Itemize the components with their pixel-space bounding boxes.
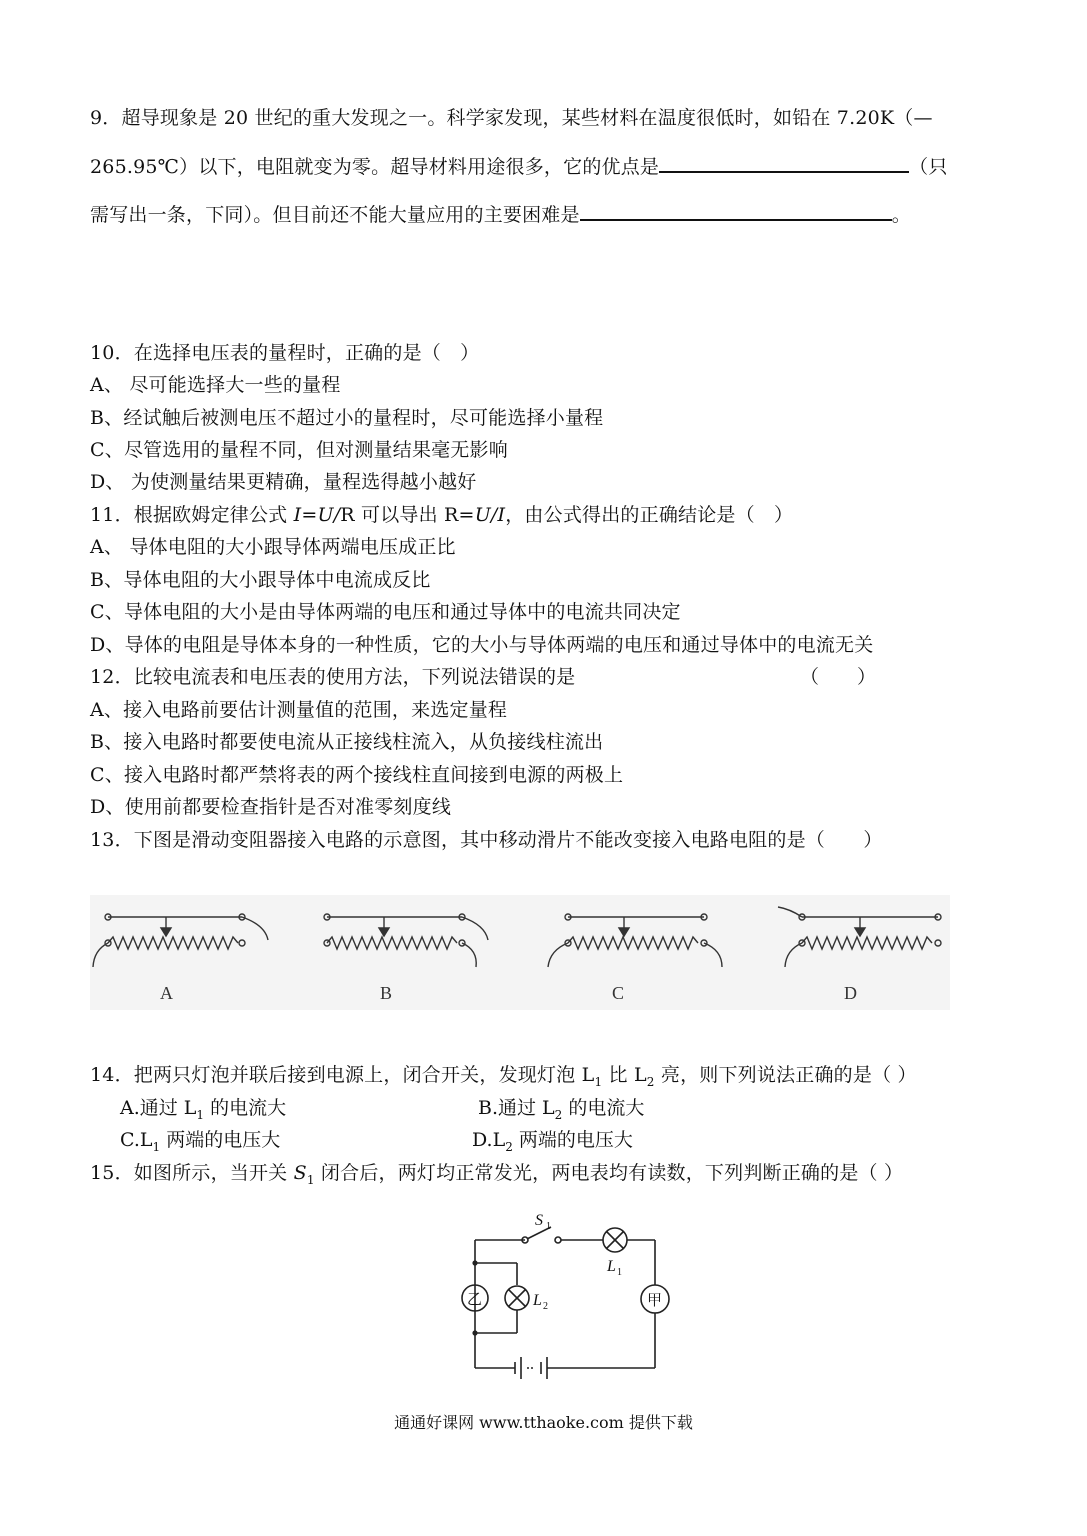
q11-stem-text-1: 11．根据欧姆定律公式	[90, 504, 294, 526]
q14-option-b-text: B.通过 L	[478, 1097, 555, 1119]
q14-stem	[90, 1060, 917, 1089]
q14-option-c-text: C.L	[120, 1129, 153, 1151]
q14-option-d-text: D.L	[472, 1129, 506, 1151]
q10-option-a: A、 尽可能选择大一些的量程	[90, 374, 341, 396]
q13-stem: 13．下图是滑动变阻器接入电路的示意图，其中移动滑片不能改变接入电路电阻的是（ ）	[90, 829, 883, 851]
lamp2-label: L	[533, 1292, 542, 1309]
q11-option-c: C、导体电阻的大小是由导体两端的电压和通过导体中的电流共同决定	[90, 601, 681, 623]
q12-option-d: D、使用前都要检查指针是否对准零刻度线	[90, 796, 452, 818]
q14-option-a	[120, 1093, 286, 1122]
q15-stem	[90, 1158, 903, 1187]
q14-option-b	[478, 1093, 644, 1122]
rheostat-label-d: D	[844, 983, 857, 1003]
q11-option-b: B、导体电阻的大小跟导体中电流成反比	[90, 569, 431, 591]
q14-stem-text-3: 亮，则下列说法正确的是（ ）	[654, 1064, 917, 1086]
meter-yi-label: 乙	[467, 1292, 483, 1308]
q15-stem-text-1: 15．如图所示，当开关	[90, 1162, 294, 1184]
q12-bracket: （ ）	[800, 666, 877, 688]
q11-stem-text-3: ，由公式得出的正确结论是（ ）	[505, 504, 794, 526]
q14-option-c	[120, 1125, 280, 1154]
q11-stem-text-2: R 可以导出 R=	[340, 504, 475, 526]
q15-switch-sub: 1	[306, 1172, 315, 1187]
q9-line-2	[90, 152, 948, 179]
q15-switch-symbol: S	[293, 1162, 307, 1184]
switch-label-sub: 1	[546, 1221, 551, 1232]
q9-line-3-end: 。	[891, 204, 911, 226]
lamp2-label-sub: 2	[543, 1301, 548, 1312]
page-footer: 通通好课网 www.tthaoke.com 提供下载	[394, 1413, 693, 1432]
q14-option-b-end: 的电流大	[562, 1097, 645, 1119]
q14-option-d-sub: 2	[505, 1139, 513, 1154]
q11-option-a: A、 导体电阻的大小跟导体两端电压成正比	[90, 536, 456, 558]
q14-stem-text-1: 14．把两只灯泡并联后接到电源上，闭合开关，发现灯泡 L	[90, 1064, 595, 1086]
q10-option-d: D、 为使测量结果更精确，量程选得越小越好	[90, 471, 477, 493]
q9-line-3	[90, 200, 911, 227]
q9-line-2-text: 265.95℃）以下，电阻就变为零。超导材料用途很多，它的优点是	[90, 156, 660, 178]
lamp1-label-sub: 1	[617, 1267, 622, 1278]
q14-option-b-sub: 2	[554, 1107, 563, 1122]
rheostat-label-a: A	[160, 983, 173, 1003]
q10-option-c: C、尽管选用的量程不同，但对测量结果毫无影响	[90, 439, 508, 461]
q9-blank-advantage[interactable]	[659, 170, 909, 173]
q9-line-3-text: 需写出一条，下同）。但目前还不能大量应用的主要困难是	[90, 204, 580, 226]
q11-formula-resistance: U/I	[474, 504, 506, 526]
q10-option-b: B、经试触后被测电压不超过小的量程时，尽可能选择小量程	[90, 407, 604, 429]
q14-sub-1: 1	[594, 1074, 603, 1089]
q14-option-c-end: 两端的电压大	[160, 1129, 281, 1151]
rheostat-label-c: C	[612, 983, 625, 1003]
lamp1-label: L	[607, 1258, 616, 1275]
q15-stem-text-2: 闭合后，两灯均正常发光，两电表均有读数，下列判断正确的是（ ）	[314, 1162, 904, 1184]
q14-option-d	[472, 1125, 633, 1154]
q14-stem-text-2: 比 L	[602, 1064, 647, 1086]
rheostat-figure	[90, 895, 950, 1010]
q12-option-a: A、接入电路前要估计测量值的范围，来选定量程	[90, 699, 508, 721]
rheostat-label-b: B	[380, 983, 393, 1003]
meter-jia-label: 甲	[647, 1293, 663, 1309]
circuit-diagram	[455, 1205, 675, 1380]
q9-line-2-end: （只	[909, 156, 948, 178]
q14-option-a-end: 的电流大	[204, 1097, 287, 1119]
q12-stem: 12．比较电流表和电压表的使用方法，下列说法错误的是	[90, 666, 576, 688]
q14-option-d-end: 两端的电压大	[512, 1129, 633, 1151]
q11-formula-ohm: I=U/	[293, 504, 341, 526]
q9-line-1: 9．超导现象是 20 世纪的重大发现之一。科学家发现，某些材料在温度很低时，如铅在 7.20K（—	[90, 107, 933, 129]
q14-option-a-text: A.通过 L	[120, 1097, 197, 1119]
switch-label: S	[535, 1212, 543, 1229]
q9-blank-difficulty[interactable]	[580, 218, 892, 221]
q11-option-d: D、导体的电阻是导体本身的一种性质，它的大小与导体两端的电压和通过导体中的电流无关	[90, 634, 874, 656]
q12-option-b: B、接入电路时都要使电流从正接线柱流入，从负接线柱流出	[90, 731, 604, 753]
q14-sub-2: 2	[646, 1074, 655, 1089]
q11-stem	[90, 500, 793, 527]
q10-stem: 10．在选择电压表的量程时，正确的是（ ）	[90, 342, 480, 364]
q14-option-c-sub: 1	[152, 1139, 161, 1154]
q12-option-c: C、接入电路时都严禁将表的两个接线柱直间接到电源的两极上	[90, 764, 624, 786]
q14-option-a-sub: 1	[196, 1107, 205, 1122]
